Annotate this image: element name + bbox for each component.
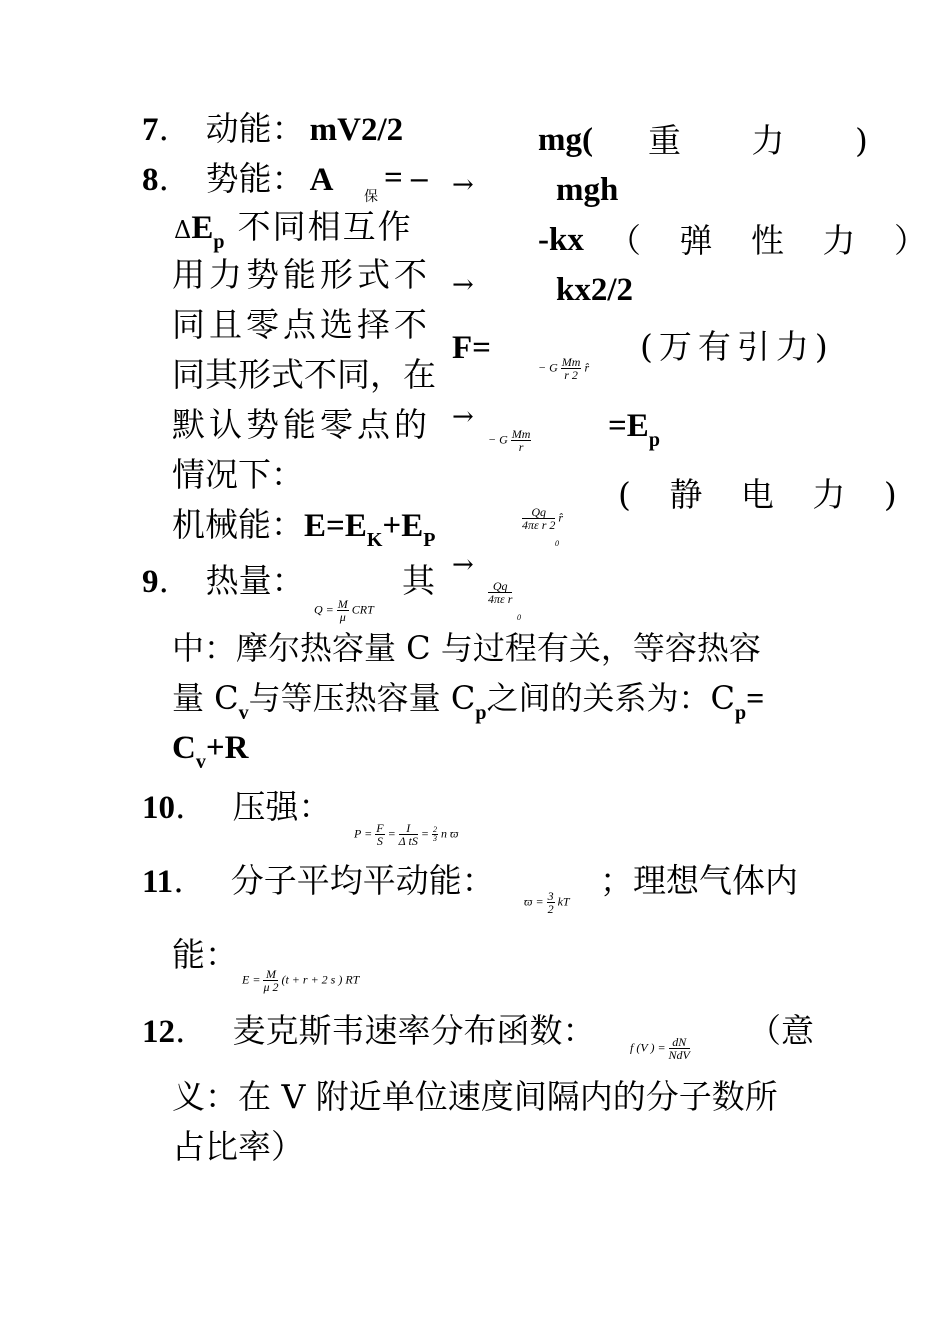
elastic-potential: kx2/2 [556,272,634,308]
arrow-icon: → [452,550,474,580]
item-label: 麦克斯韦速率分布函数： [232,1011,596,1050]
potential-energy-eq: =Ep [608,408,660,451]
text-line: 中：摩尔热容量 C 与过程有关，等容热容 [172,629,761,667]
item-number: 12 [142,1014,175,1050]
text-line: 义：在 V 附近单位速度间隔内的分子数所 [172,1077,778,1116]
item-10: 10. 压强： [142,787,332,826]
force-symbol: F= [452,330,491,366]
text-line: 默认势能零点的 [172,405,431,444]
text-line: 占比率） [172,1127,304,1166]
text-line: Cv+R [172,730,249,773]
gravity-force: mg( [538,122,593,158]
mechanical-energy: 机械能：E=EK+EP [172,505,436,551]
elastic-label: （ 弹 性 力 ） [608,221,941,260]
text-line: 能： [172,935,238,974]
item-number: 8 [142,162,159,198]
item-number: 11 [142,864,174,900]
item-label: 动能： [205,109,305,148]
arrow-icon: → [452,170,474,200]
conservative-subscript: 保 [364,189,378,205]
item-label: 分子平均平动能： [230,861,495,900]
universal-gravity-label: (万有引力) [640,327,834,366]
item-number: 10 [142,790,175,826]
equals-minus: = – [384,160,428,196]
item-8-header: 8. 势能： A [142,159,334,198]
delta-ep: ΔEp 不同相互作 [174,207,413,253]
coulomb-force-formula: $\frac{Qq}{\text{4πε r 2}}$ r̂ [522,505,564,532]
text-line: 情况下： [172,455,304,494]
item-label: 热量： [205,561,305,600]
item-12: 12. 麦克斯韦速率分布函数： [142,1011,596,1050]
text-line: ；理想气体内 [600,861,798,900]
kinetic-energy-formula: mV2/2 [309,112,404,148]
gravity-potential-formula: − G $\frac{Mm}{r}$ [488,427,531,454]
item-number: 7 [142,112,159,148]
item-7: 7. 动能： mV2/2 [142,109,404,148]
arrow-icon: → [452,402,474,432]
coulomb-potential-formula: $\frac{Qq}{\text{4πε r}}$ [488,579,513,606]
text-line: 量 $C_v$与等压热容量 $C_p$之间的关系为：$C_p=$ [172,679,765,724]
text-line: 同其形式不同，在 [172,355,436,394]
arrow-icon: → [452,270,474,300]
work-symbol: A [309,162,334,198]
text-line: 不同相互作 [237,207,413,246]
maxwell-formula: f (V ) = $\frac{dN}{\text{NdV}}$ [630,1035,690,1062]
electrostatic-label: ( 静 电 力 ) [618,475,911,514]
gravity-potential: mgh [556,172,619,208]
elastic-force: -kx [538,222,584,258]
item-11: 11. 分子平均平动能： [142,861,495,900]
mean-kinetic-energy-formula: ϖ = $\frac{3}{2}$ kT [524,889,570,916]
text-line: 同且零点选择不 [172,305,431,344]
text-line: 用力势能形式不 [172,255,431,294]
item-9-header: 9. 热量： [142,561,305,600]
gravity-label: 重 力 ) [648,121,898,160]
heat-formula: Q = $\frac{M}{\mu}$ CRT [314,597,374,624]
pressure-formula: P = $\frac{F}{S}$ = $\frac{I}{\text{Δ tS}}$ = $\frac{2}{3}$ n ϖ [354,821,459,848]
gravity-formula: − G $\frac{Mm}{r 2}$ r̂ [538,355,590,382]
item-number: 9 [142,564,159,600]
item-label: 压强： [232,787,332,826]
item-label: 势能： [205,159,305,198]
internal-energy-formula: E = $\frac{M}{\mu 2}$ (t + r + 2 s ) RT [242,967,360,994]
